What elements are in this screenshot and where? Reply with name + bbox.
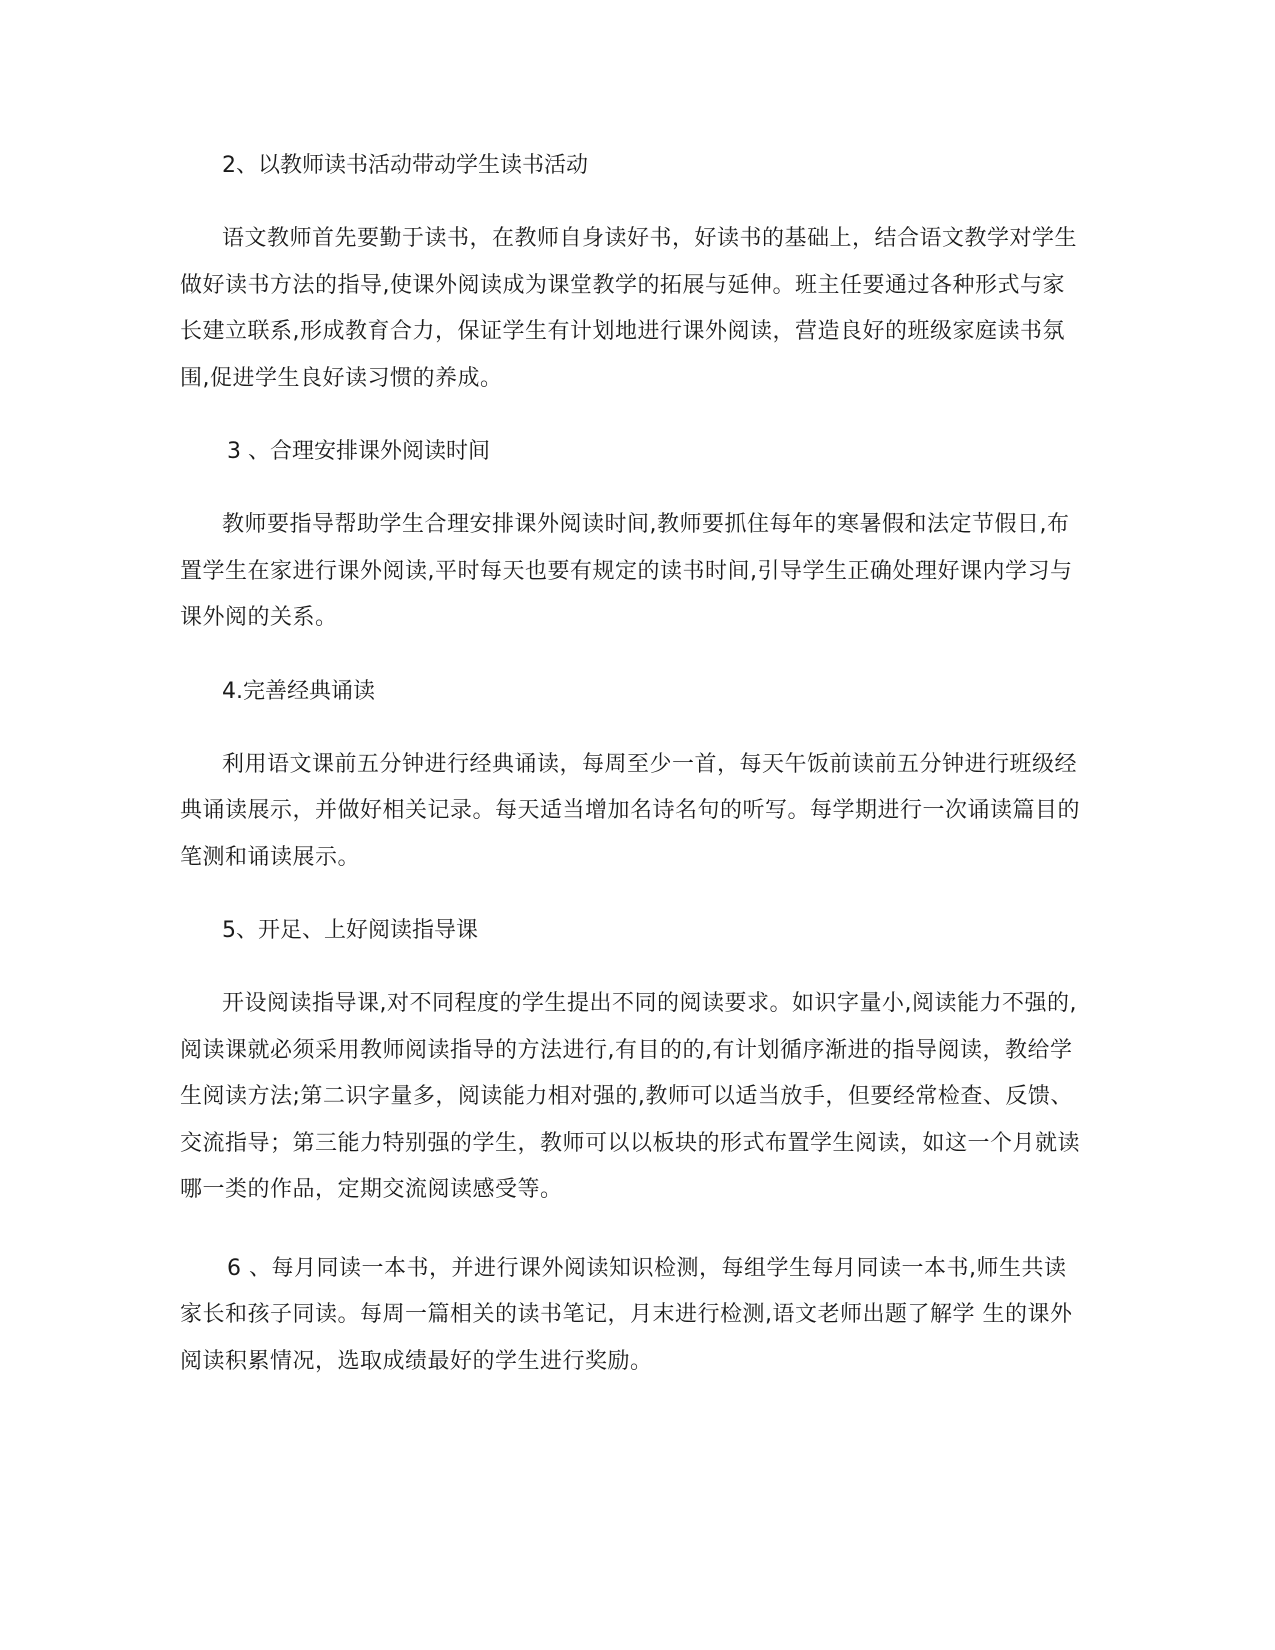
section-paragraph-5: 开设阅读指导课,对不同程度的学生提出不同的阅读要求。如识字量小,阅读能力不强的,阅读课就必须采用教师阅读指导的方法进行,有目的的,有计划循序渐进的指导阅读，教给学生阅读方法;第二识字量多，阅读能力相对强的,教师可以适当放手，但要经常检查、反馈、交流指导；第三能力特别强的学生，教师可以以板块的形式布置学生阅读，如这一个月就读哪一类的作品，定期交流阅读感受等。 — [180, 991, 1081, 1202]
section-paragraph-6: 6 、每月同读一本书，并进行课外阅读知识检测，每组学生每月同读一本书,师生共读家长和孩子同读。每周一篇相关的读书笔记，月末进行检测,语文老师出题了解学 生的课外阅读积累情况，选取成绩最好的学生进行奖励。 — [180, 1255, 1073, 1374]
document-content — [180, 148, 1080, 1417]
section-paragraph-4: 利用语文课前五分钟进行经典诵读，每周至少一首，每天午饭前读前五分钟进行班级经典诵读展示，并做好相关记录。每天适当增加名诗名句的听写。每学期进行一次诵读篇目的笔测和诵读展示。 — [180, 751, 1081, 870]
section-heading-2: 2、以教师读书活动带动学生读书活动 — [222, 153, 588, 178]
section-heading-3: 3 、合理安排课外阅读时间 — [227, 439, 490, 464]
section-heading-4: 4.完善经典诵读 — [222, 678, 375, 704]
section-paragraph-2: 语文教师首先要勤于读书，在教师自身读好书，好读书的基础上，结合语文教学对学生做好读书方法的指导,使课外阅读成为课堂教学的拓展与延伸。班主任要通过各种形式与家长建立联系,形成教育合力，保证学生有计划地进行课外阅读，营造良好的班级家庭读书氛围,促进学生良好读习惯的养成。 — [180, 226, 1078, 391]
section-paragraph-3: 教师要指导帮助学生合理安排课外阅读时间,教师要抓住每年的寒暑假和法定节假日,布置学生在家进行课外阅读,平时每天也要有规定的读书时间,引导学生正确处理好课内学习与课外阅的关系。 — [180, 512, 1073, 630]
section-heading-5: 5、开足、上好阅读指导课 — [222, 918, 478, 943]
